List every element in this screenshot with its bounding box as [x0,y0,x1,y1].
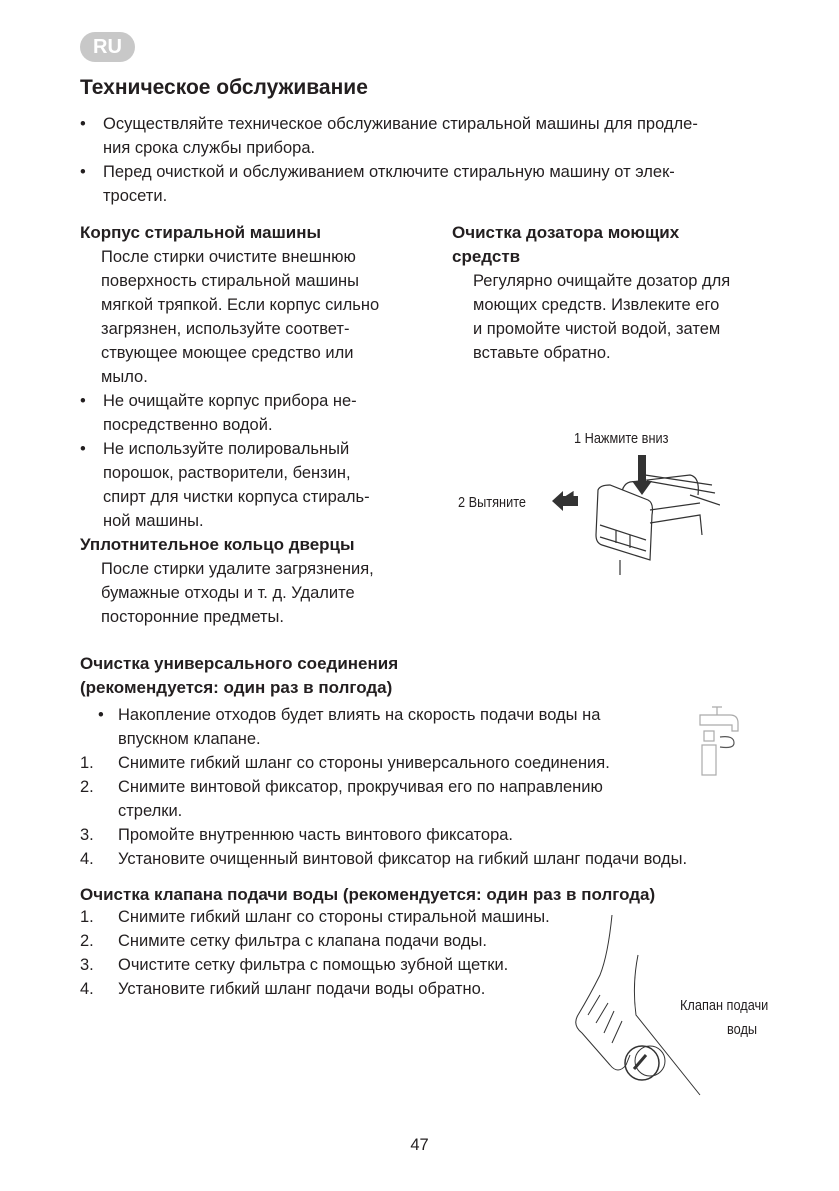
step-number: 4. [80,980,94,998]
intro-text: тросети. [103,187,168,205]
connector-bullet-text: Накопление отходов будет влиять на скорость подачи воды на [118,706,601,724]
connector-bullet-text: впускном клапане. [118,730,261,748]
connector-heading: (рекомендуется: один раз в полгода) [80,678,393,697]
dispenser-text: вставьте обратно. [473,344,611,362]
dispenser-text: моющих средств. Извлеките его [473,296,720,314]
seal-heading: Уплотнительное кольцо дверцы [80,535,355,554]
dispenser-text: и промойте чистой водой, затем [473,320,721,338]
connector-heading: Очистка универсального соединения [80,654,399,673]
bullet: • [80,392,86,410]
step-text: Снимите гибкий шланг со стороны универсального соединения. [118,754,610,772]
step-text: Установите гибкий шланг подачи воды обратно. [118,980,486,998]
body-text: ствующее моющее средство или [101,344,354,362]
body-text: мягкой тряпкой. Если корпус сильно [101,296,380,314]
dispenser-heading: Очистка дозатора моющих [452,223,680,242]
valve-label: Клапан подачи [680,997,769,1014]
body-bullet-text: Не очищайте корпус прибора не- [103,392,357,410]
intro-text: Перед очисткой и обслуживанием отключите стиральную машину от элек- [103,163,675,181]
page-number: 47 [410,1136,429,1154]
body-bullet-text: Не используйте полировальный [103,440,350,458]
bullet: • [80,115,86,133]
step-text: Снимите гибкий шланг со стороны стиральной машины. [118,908,550,926]
seal-text: После стирки удалите загрязнения, [101,560,374,578]
bullet: • [98,706,104,724]
body-text: После стирки очистите внешнюю [101,248,356,266]
body-text: загрязнен, используйте соответ- [101,320,350,338]
body-text: поверхность стиральной машины [101,272,360,290]
step-text: Установите очищенный винтовой фиксатор на гибкий шланг подачи воды. [118,850,688,868]
body-bullet-text: спирт для чистки корпуса стираль- [103,488,370,506]
step-number: 2. [80,932,94,950]
step-number: 4. [80,850,94,868]
step-text: стрелки. [118,802,183,820]
faucet-connector-illustration [690,695,750,780]
step-text: Промойте внутреннюю часть винтового фиксатора. [118,826,514,844]
valve-heading: Очистка клапана подачи воды (рекомендуется: один раз в полгода) [80,885,656,904]
dispenser-illustration [550,455,720,575]
bullet: • [80,440,86,458]
seal-text: бумажные отходы и т. д. Удалите [101,584,355,602]
body-bullet-text: порошок, растворители, бензин, [103,464,351,482]
dispenser-heading: средств [452,247,521,266]
step-number: 1. [80,908,94,926]
language-badge: RU [80,32,135,62]
step-number: 1. [80,754,94,772]
intro-text: ния срока службы прибора. [103,139,316,157]
step-text: Очистите сетку фильтра с помощью зубной щетки. [118,956,509,974]
dispenser-text: Регулярно очищайте дозатор для [473,272,731,290]
body-bullet-text: ной машины. [103,512,204,530]
dispenser-label-pull: 2 Вытяните [458,494,526,511]
body-bullet-text: посредственно водой. [103,416,273,434]
intro-text: Осуществляйте техническое обслуживание стиральной машины для продле- [103,115,698,133]
step-number: 3. [80,956,94,974]
step-number: 2. [80,778,94,796]
step-number: 3. [80,826,94,844]
valve-label: воды [727,1021,758,1038]
bullet: • [80,163,86,181]
body-text: мыло. [101,368,148,386]
step-text: Снимите винтовой фиксатор, прокручивая его по направлению [118,778,603,796]
seal-text: посторонние предметы. [101,608,284,626]
step-text: Снимите сетку фильтра с клапана подачи воды. [118,932,487,950]
dispenser-label-press: 1 Нажмите вниз [574,430,669,447]
page-title: Техническое обслуживание [80,76,368,99]
body-heading: Корпус стиральной машины [80,223,321,242]
